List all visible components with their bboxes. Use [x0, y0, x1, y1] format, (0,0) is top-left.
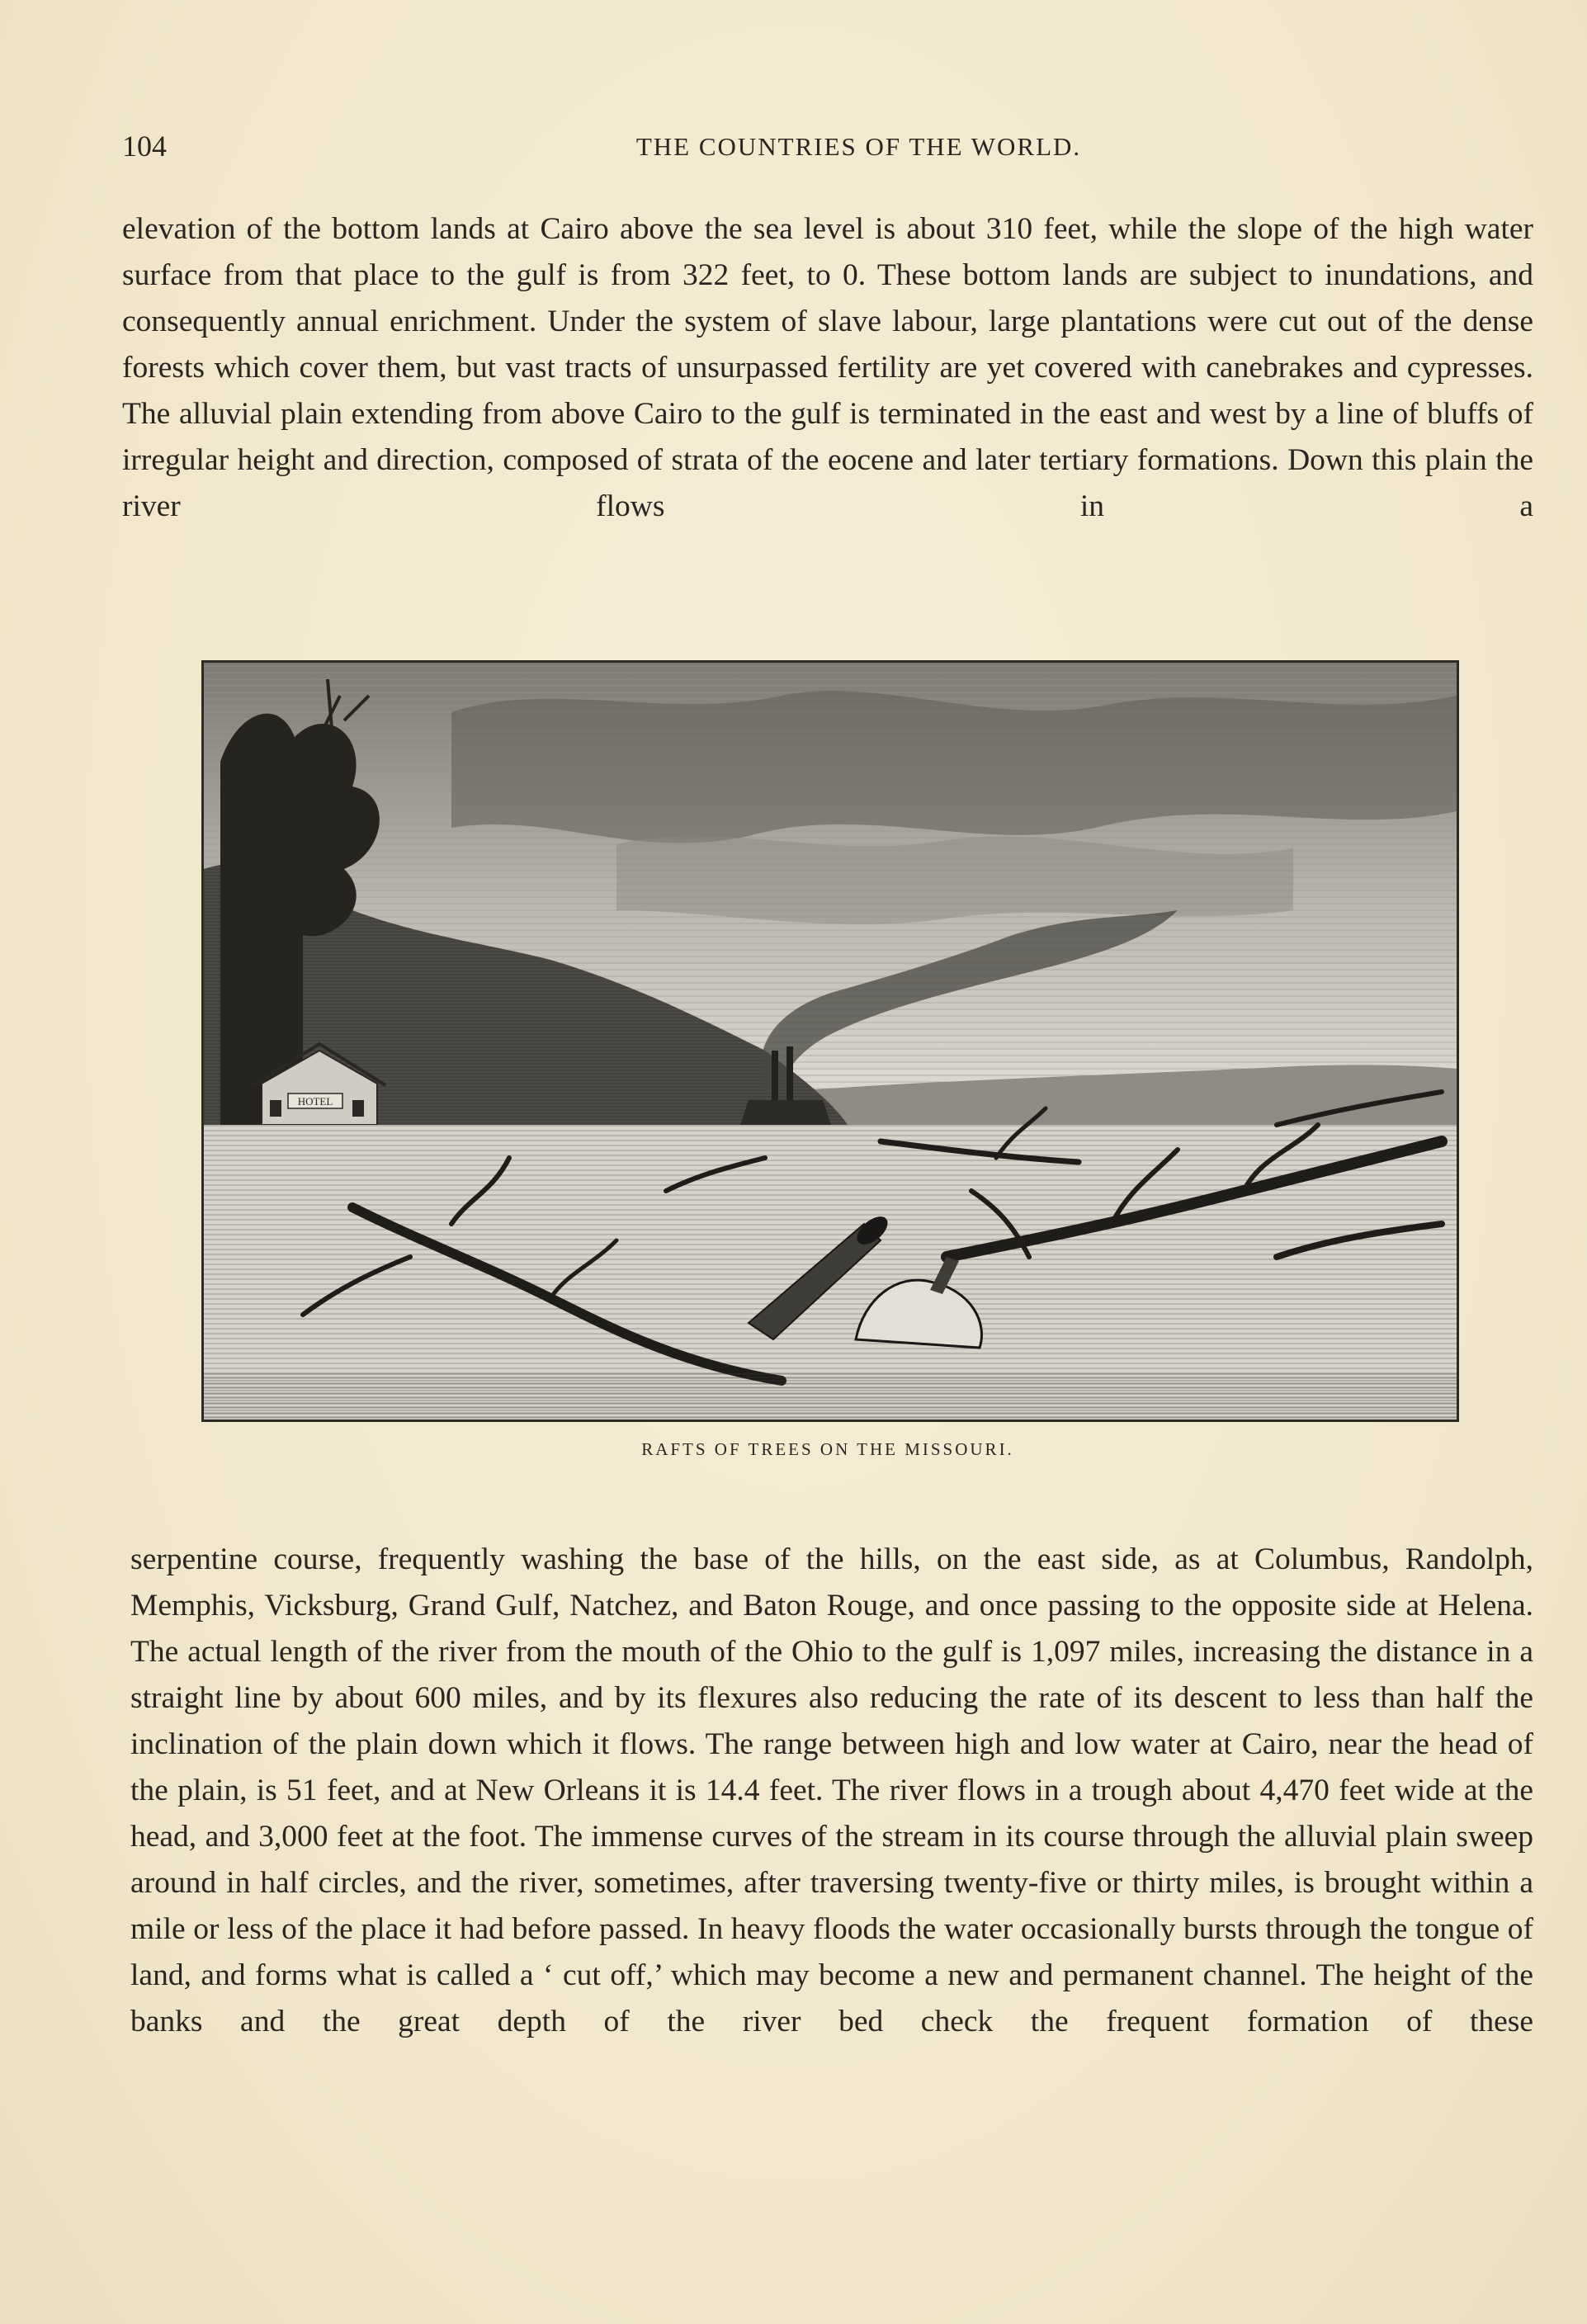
body-paragraph-top: elevation of the bottom lands at Cairo above the sea level is about 310 feet, while the slope of the high water surface from that place to the gulf is from 322 feet, to 0. These bottom lands are subject to inundations, and consequently annual enrichment. Under the system of slave labour, large plantations were cut out of the dense forests which cover them, but vast tracts of unsurpassed fertility are yet covered with canebrakes and cypresses. The alluvial plain extending from above Cairo to the gulf is terminated in the east and west by a line of bluffs of irregular height and direction, composed of strata of the eocene and later tertiary formations. Down this plain the river flows in a: [122, 212, 1533, 523]
engraving-illustration: [201, 660, 1459, 1422]
figure-caption: RAFTS OF TREES ON THE MISSOURI.: [641, 1439, 1014, 1459]
running-title: THE COUNTRIES OF THE WORLD.: [635, 132, 1082, 161]
page-number: 104: [122, 130, 167, 163]
hotel-sign: HOTEL: [297, 1095, 333, 1108]
running-head: [122, 129, 1529, 170]
body-paragraph-bottom: serpentine course, frequently washing the base of the hills, on the east side, as at Columbus, Randolph, Memphis, Vicksburg, Grand Gulf, Natchez, and Baton Rouge, and once passing to the opposite side at Helena. The actual length of the river from the mouth of the Ohio to the gulf is 1,097 miles, increasing the distance in a straight line by about 600 miles, and by its flexures also reducing the rate of its descent to less than half the inclination of the plain down which it flows. The range between high and low water at Cairo, near the head of the plain, is 51 feet, and at New Orleans it is 14.4 feet. The river flows in a trough about 4,470 feet wide at the head, and 3,000 feet at the foot. The immense curves of the stream in its course through the alluvial plain sweep around in half circles, and the river, sometimes, after traversing twenty-five or thirty miles, is brought within a mile or less of the place it had before passed. In heavy floods the water occasionally bursts through the tongue of land, and forms what is called a ‘ cut off,’ which may become a new and permanent channel. The height of the banks and the great depth of the river bed check the frequent formation of these: [130, 1542, 1533, 2038]
engraving-illustration-icon: [204, 663, 1457, 1419]
